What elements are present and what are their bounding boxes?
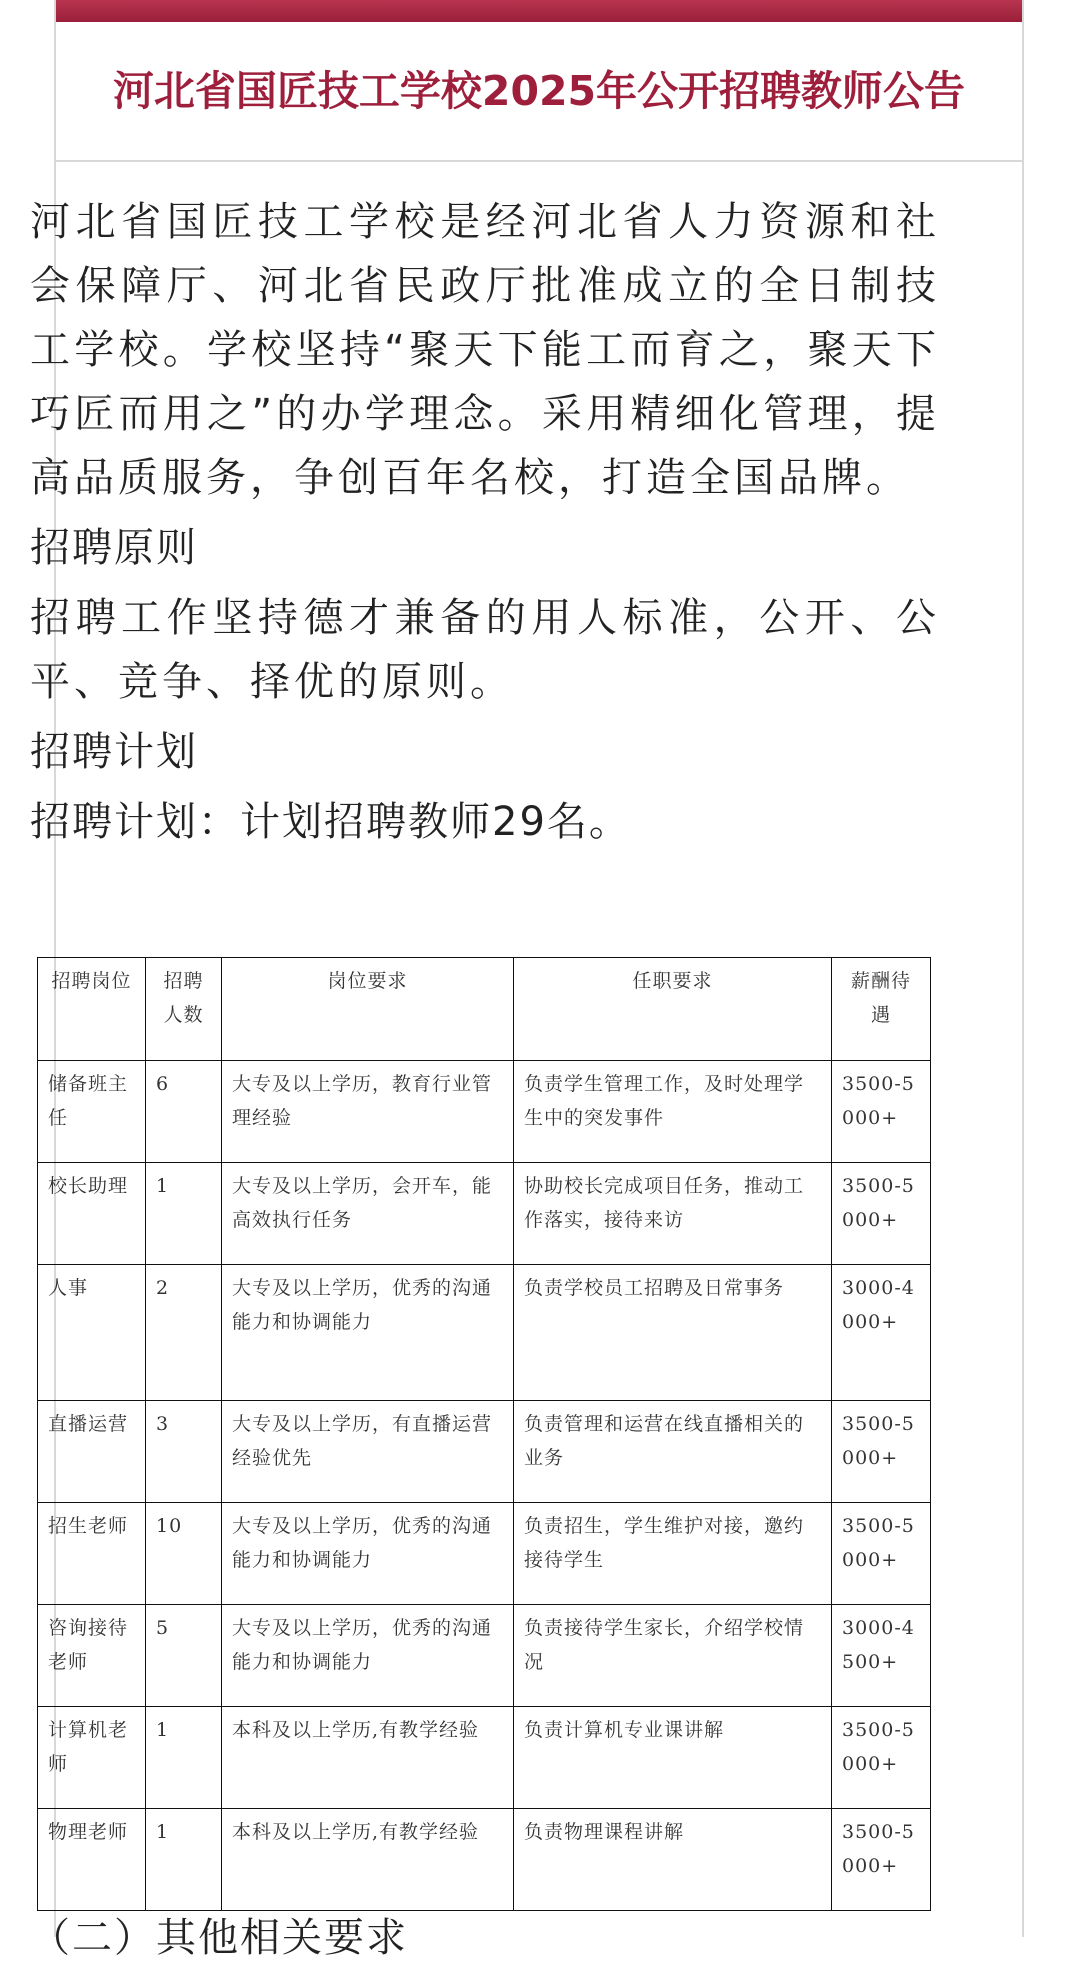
recruitment-table-wrapper: [37, 957, 930, 1911]
header-duty: 任职要求: [514, 958, 832, 1061]
header-position: 招聘岗位: [38, 958, 146, 1061]
cell-position: 咨询接待老师: [38, 1605, 146, 1707]
cell-duty: 负责计算机专业课讲解: [514, 1707, 832, 1809]
page-title: 河北省国匠技工学校2025年公开招聘教师公告: [112, 67, 966, 115]
cell-position: 招生老师: [38, 1503, 146, 1605]
cell-salary: 3000-4000+: [832, 1265, 931, 1401]
cell-requirement: 大专及以上学历，优秀的沟通能力和协调能力: [222, 1605, 514, 1707]
principle-heading: 招聘原则: [30, 525, 198, 571]
cell-duty: 负责学校员工招聘及日常事务: [514, 1265, 832, 1401]
cell-duty: 负责物理课程讲解: [514, 1809, 832, 1911]
cell-position: 储备班主任: [38, 1061, 146, 1163]
cell-salary: 3500-5000+: [832, 1809, 931, 1911]
cell-duty: 负责学生管理工作，及时处理学生中的突发事件: [514, 1061, 832, 1163]
cell-requirement: 大专及以上学历，会开车，能高效执行任务: [222, 1163, 514, 1265]
cell-salary: 3500-5000+: [832, 1503, 931, 1605]
cell-requirement: 大专及以上学历，有直播运营经验优先: [222, 1401, 514, 1503]
cell-duty: 负责接待学生家长，介绍学校情况: [514, 1605, 832, 1707]
cell-duty: 负责管理和运营在线直播相关的业务: [514, 1401, 832, 1503]
cell-salary: 3500-5000+: [832, 1163, 931, 1265]
cell-position: 物理老师: [38, 1809, 146, 1911]
cell-count: 1: [146, 1163, 222, 1265]
cell-count: 1: [146, 1809, 222, 1911]
cell-count: 10: [146, 1503, 222, 1605]
top-accent-bar: [56, 0, 1022, 22]
principle-paragraph: 招聘工作坚持德才兼备的用人标准，公开、公平、竞争、择优的原则。: [30, 595, 940, 705]
table-row: [38, 1809, 931, 1911]
table-row: [38, 1265, 931, 1401]
cell-salary: 3000-4500+: [832, 1605, 931, 1707]
cell-count: 6: [146, 1061, 222, 1163]
recruitment-table: [37, 957, 931, 1911]
cell-requirement: 大专及以上学历，教育行业管理经验: [222, 1061, 514, 1163]
cell-position: 直播运营: [38, 1401, 146, 1503]
cell-count: 1: [146, 1707, 222, 1809]
cell-count: 3: [146, 1401, 222, 1503]
next-section-heading: （二）其他相关要求: [30, 1915, 408, 1961]
table-row: [38, 1401, 931, 1503]
cell-requirement: 大专及以上学历，优秀的沟通能力和协调能力: [222, 1503, 514, 1605]
cell-duty: 负责招生，学生维护对接，邀约接待学生: [514, 1503, 832, 1605]
cell-duty: 协助校长完成项目任务，推动工作落实，接待来访: [514, 1163, 832, 1265]
table-row: [38, 1503, 931, 1605]
cell-count: 5: [146, 1605, 222, 1707]
header-requirement: 岗位要求: [222, 958, 514, 1061]
cell-count: 2: [146, 1265, 222, 1401]
intro-paragraph: 河北省国匠技工学校是经河北省人力资源和社会保障厅、河北省民政厅批准成立的全日制技工学校。学校坚持“聚天下能工而育之，聚天下巧匠而用之”的办学理念。采用精细化管理，提高品质服务，争创百年名校，打造全国品牌。: [30, 199, 940, 501]
table-row: [38, 1707, 931, 1809]
cell-position: 人事: [38, 1265, 146, 1401]
cell-requirement: 本科及以上学历,有教学经验: [222, 1707, 514, 1809]
article-body: [30, 190, 940, 854]
table-row: [38, 1605, 931, 1707]
cell-position: 校长助理: [38, 1163, 146, 1265]
cell-salary: 3500-5000+: [832, 1401, 931, 1503]
plan-heading: 招聘计划: [30, 729, 198, 775]
cell-salary: 3500-5000+: [832, 1707, 931, 1809]
cell-position: 计算机老师: [38, 1707, 146, 1809]
header-count: 招聘人数: [146, 958, 222, 1061]
table-row: [38, 1163, 931, 1265]
plan-paragraph: 招聘计划：计划招聘教师29名。: [30, 799, 631, 845]
table-row: [38, 1061, 931, 1163]
header-salary: 薪酬待遇: [832, 958, 931, 1061]
cell-requirement: 本科及以上学历,有教学经验: [222, 1809, 514, 1911]
cell-requirement: 大专及以上学历，优秀的沟通能力和协调能力: [222, 1265, 514, 1401]
cell-salary: 3500-5000+: [832, 1061, 931, 1163]
table-header-row: [38, 958, 931, 1061]
title-box: [56, 22, 1022, 162]
